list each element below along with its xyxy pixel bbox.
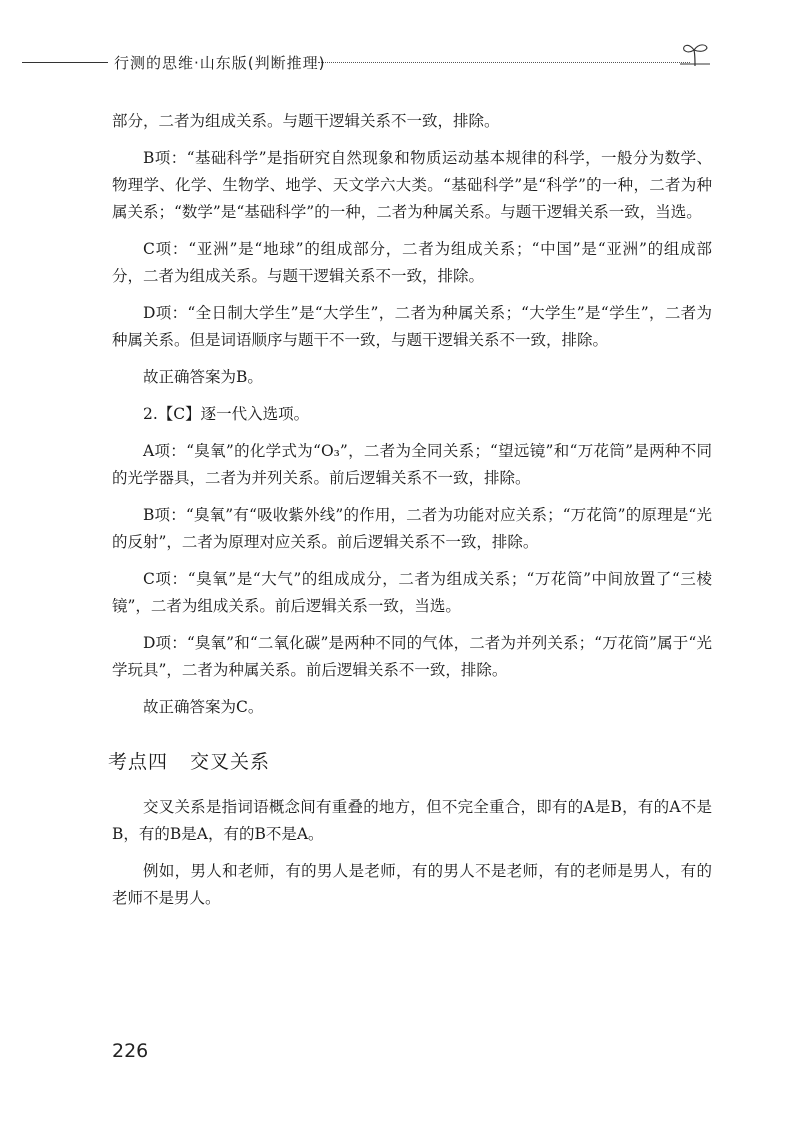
q2-option-d: D项：“臭氧”和“二氧化碳”是两种不同的气体，二者为并列关系；“万花筒”属于“光学玩具”，二者为种属关系。前后逻辑关系不一致，排除。 (112, 634, 712, 679)
section-definition: 交叉关系是指词语概念间有重叠的地方，但不完全重合，即有的A是B，有的A不是B，有的B是A，有的B不是A。 (112, 798, 712, 843)
q2-option-a: A项：“臭氧”的化学式为“O₃”，二者为全同关系；“望远镜”和“万花筒”是两种不同的光学器具，二者为并列关系。前后逻辑关系不一致，排除。 (112, 442, 712, 487)
option-c-explanation: C项：“亚洲”是“地球”的组成部分，二者为组成关系；“中国”是“亚洲”的组成部分，二者为组成关系。与题干逻辑关系不一致，排除。 (112, 240, 712, 285)
section-example: 例如，男人和老师，有的男人是老师，有的男人不是老师，有的老师是男人，有的老师不是男人。 (112, 862, 712, 907)
sprout-icon (680, 40, 710, 66)
running-header (0, 40, 800, 80)
section-title: 交叉关系 (190, 751, 271, 773)
paragraph-continuation: 部分，二者为组成关系。与题干逻辑关系不一致，排除。 (112, 112, 500, 130)
option-b-explanation: B项：“基础科学”是指研究自然现象和物质运动基本规律的科学，一般分为数学、物理学、化学、生物学、地学、天文学六大类。“基础科学”是“科学”的一种，二者为种属关系；“数学”是“基础科学”的一种，二者为种属关系。与题干逻辑关系一致，当选。 (112, 149, 712, 221)
section-heading (108, 747, 712, 774)
answer-1: 故正确答案为B。 (143, 368, 263, 386)
header-rule-left (22, 62, 108, 63)
q2-option-b: B项：“臭氧”有“吸收紫外线”的作用，二者为功能对应关系；“万花筒”的原理是“光的反射”，二者为原理对应关系。前后逻辑关系不一致，排除。 (112, 506, 712, 551)
page-number: 226 (112, 1040, 149, 1062)
question-2-heading: 2.【C】逐一代入选项。 (143, 405, 310, 423)
book-title: 行测的思维·山东版(判断推理) (114, 54, 326, 72)
answer-2: 故正确答案为C。 (143, 698, 264, 716)
header-rule-right (318, 62, 690, 63)
option-d-explanation: D项：“全日制大学生”是“大学生”，二者为种属关系；“大学生”是“学生”，二者为种属关系。但是词语顺序与题干不一致，与题干逻辑关系不一致，排除。 (112, 304, 712, 349)
section-number: 考点四 (108, 751, 169, 773)
page-body (108, 108, 712, 922)
q2-option-c: C项：“臭氧”是“大气”的组成成分，二者为组成关系；“万花筒”中间放置了“三棱镜”，二者为组成关系。前后逻辑关系一致，当选。 (112, 570, 712, 615)
